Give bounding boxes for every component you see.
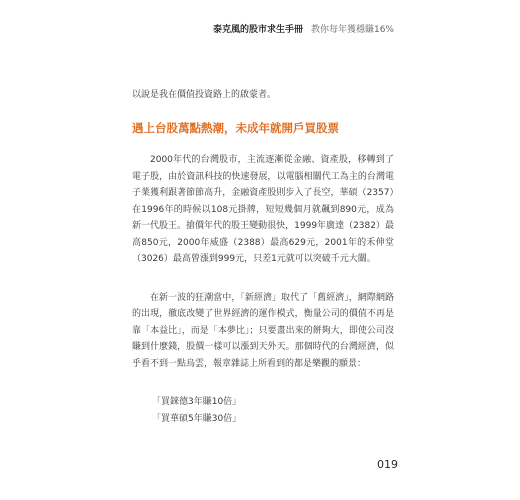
page-number: 019 bbox=[377, 458, 398, 471]
page-body bbox=[132, 88, 394, 427]
lead-text: 以說是我在價值投資路上的啟蒙者。 bbox=[132, 90, 277, 100]
quote-list bbox=[152, 394, 394, 427]
paragraph-2: 在新一波的狂潮當中，「新經濟」取代了「舊經濟」，網際網路的出現，徹底改變了世界經濟的運作模式，衡量公司的價值不再是靠「本益比」，而是「本夢比」；只要畫出來的餅夠大，即使公司沒賺到什麼錢，股價一樣可以漲到天外天。那個時代的台灣經濟，似乎看不到一點烏雲，報章雜誌上所看到的都是樂觀的願景： bbox=[132, 292, 394, 369]
quote-item: 「買錸德3年賺10倍」 bbox=[152, 397, 242, 407]
section-heading: 遇上台股萬點熱潮，未成年就開戶買股票 bbox=[132, 121, 339, 135]
book-title: 泰克風的股市求生手冊 bbox=[212, 25, 303, 35]
chapter-title: 教你每年獲穩賺16% bbox=[310, 25, 394, 35]
quote-item: 「買華碩5年賺30倍」 bbox=[152, 413, 242, 424]
paragraph-1: 2000年代的台灣股市，主流逐漸從金融、資產股，移轉到了電子股，由於資訊科技的快速發展，以電腦相關代工為主的台灣電子業獲利跟著節節高升，金融資產股則步入了長空，華碩（2357）在1996年的時候以108元掛牌，短短幾個月就飆到890元，成為新一代股王。搶價年代的股王變動很快，1999年廣達（2382）最高850元，2000年威盛（2388）最高629元，2001年的禾伸堂（3026）最高曾漲到999元，只差1元就可以突破千元大關。 bbox=[132, 155, 394, 264]
running-header bbox=[213, 22, 394, 35]
